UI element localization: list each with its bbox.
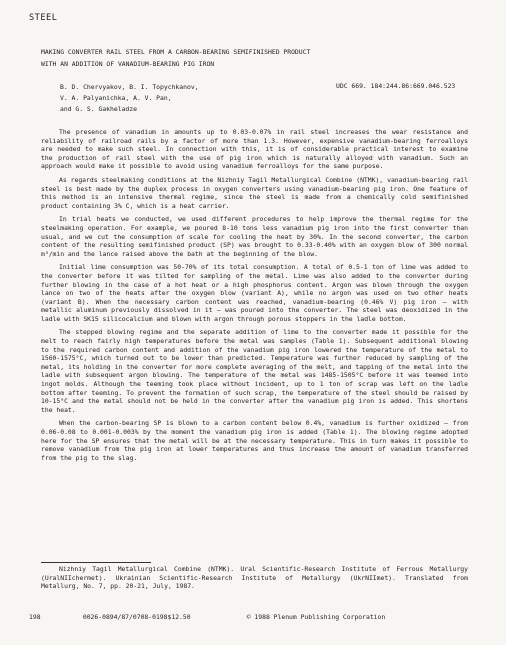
article-body [41, 128, 468, 467]
title-line-2: WITH AN ADDITION OF VANADIUM-BEARING PIG IRON [41, 60, 215, 68]
title-line-1: MAKING CONVERTER RAIL STEEL FROM A CARBON-BEARING SEMIFINISHED PRODUCT [41, 48, 311, 56]
paragraph: The stepped blowing regime and the separate addition of lime to the converter made it possible for the melt to reach fairly high temperatures before the metal was samples (Table 1). Subsequent additional blowing to the required carbon content and addition of the vanadium pig iron lowered the temperature of the metal to 1560-1575°C, which turned out to be lower than predicted. Temperature was further reduced by sampling of the metal, its holding in the converter for more complete averaging of the melt, and tapping of the metal into the ladle with subsequent argon blowing. The temperature of the metal was 1485-1505°C before it was teemed into ingot molds. Although the teeming took place without incident, up to 1 ton of scrap was left on the ladle bottom after teeming. To prevent the formation of such scrap, the temperature of the steel should be raised by 10-15°C and the metal should not be held in the converter after the vanadium pig iron is added. This shortens the heat. [41, 328, 468, 414]
page-number: 198 [29, 613, 41, 621]
authors-line-3: and G. S. Gakheladze [60, 105, 137, 113]
article-title [41, 46, 461, 70]
publication-code: 0026-0894/87/0708-0198$12.50 [82, 613, 191, 621]
copyright-notice: © 1988 Plenum Publishing Corporation [246, 613, 386, 621]
footnote-divider [41, 562, 151, 563]
section-header: STEEL [29, 13, 58, 23]
paragraph: When the carbon-bearing SP is blown to a carbon content below 0.4%, vanadium is further oxidized — from 0.06-0.08 to 0.001-0.003% by the moment the vanadium pig iron is added (Table 1). The blowing regime adopted here for the SP ensures that the metal will be at the necessary temperature. This in turn makes it possible to remove vanadium from the pig iron at lower temperatures and thus increase the amount of vanadium transferred from the pig to the slag. [41, 419, 468, 462]
authors-line-1: B. D. Chervyakov, B. I. Topychkanov, [60, 83, 199, 91]
paragraph: As regards steelmaking conditions at the Nizhniy Tagil Metallurgical Combine (NTMK), vanadium-bearing rail steel is best made by the duplex process in oxygen converters using vanadium-bearing pig iron. One feature of this method is an intensive thermal regime, since the steel is made from a chemically cold semifinished product containing 3% C, which is a heat carrier. [41, 175, 468, 210]
authors-line-2: V. A. Palyanichka, A. V. Pan, [60, 94, 172, 102]
affiliation-footnote: Nizhniy Tagil Metallurgical Combine (NTMK). Ural Scientific-Research Institute of Ferrous Metallurgy (UralNIIchermet). Ukrainian Scientific-Research Institute of Metallurgy (UkrNIImet). Translated from Metallurg, No. 7, pp. 20-21, July, 1987. [41, 565, 468, 591]
page-footer [29, 613, 479, 622]
paragraph: In trial heats we conducted, we used different procedures to help improve the thermal regime for the steelmaking operation. For example, we poured 8-10 tons less vanadium pig iron into the first converter than usual, and we cut the consumption of scale for cooling the heat by 30%. In the second converter, the carbon content of the resulting semifinished product (SP) was brought to 0.33-0.40% with an oxygen blow of 300 normal m³/min and the lance raised above the bath at the beginning of the blow. [41, 215, 468, 258]
author-list [60, 82, 280, 115]
paragraph: Initial lime consumption was 50-70% of its total consumption. A total of 0.5-1 ton of lime was added to the converter before it was tilted for sampling of the metal. Lime was also added to the converter during further blowing in the case of a hot heat or a high phosphorus content. Argon was blown through the oxygen lance on two of the heats after the oxygen blow (variant A), while no argon was used on two other heats (variant B). When the necessary carbon content was reached, vanadium-bearing (0.46% V) pig iron — with metallic aluminum previously dissolved in it — was poured into the converter. The steel was deoxidized in the ladle with SK15 silicocalcium and blown with argon through porous stoppers in the ladle bottom. [41, 263, 468, 323]
paragraph: The presence of vanadium in amounts up to 0.03-0.07% in rail steel increases the wear resistance and reliability of railroad rails by a factor of more than 1.3. However, expensive vanadium-bearing ferroalloys are needed to make such steel. In connection with this, it is of considerable practical interest to examine the production of rail steel with the use of pig iron which is naturally alloyed with vanadium. Such an approach would make it possible to avoid using vanadium ferroalloys for the same purpose. [41, 128, 468, 171]
udc-code: UDC 669. 184:244.86:669.046.523 [336, 82, 456, 90]
